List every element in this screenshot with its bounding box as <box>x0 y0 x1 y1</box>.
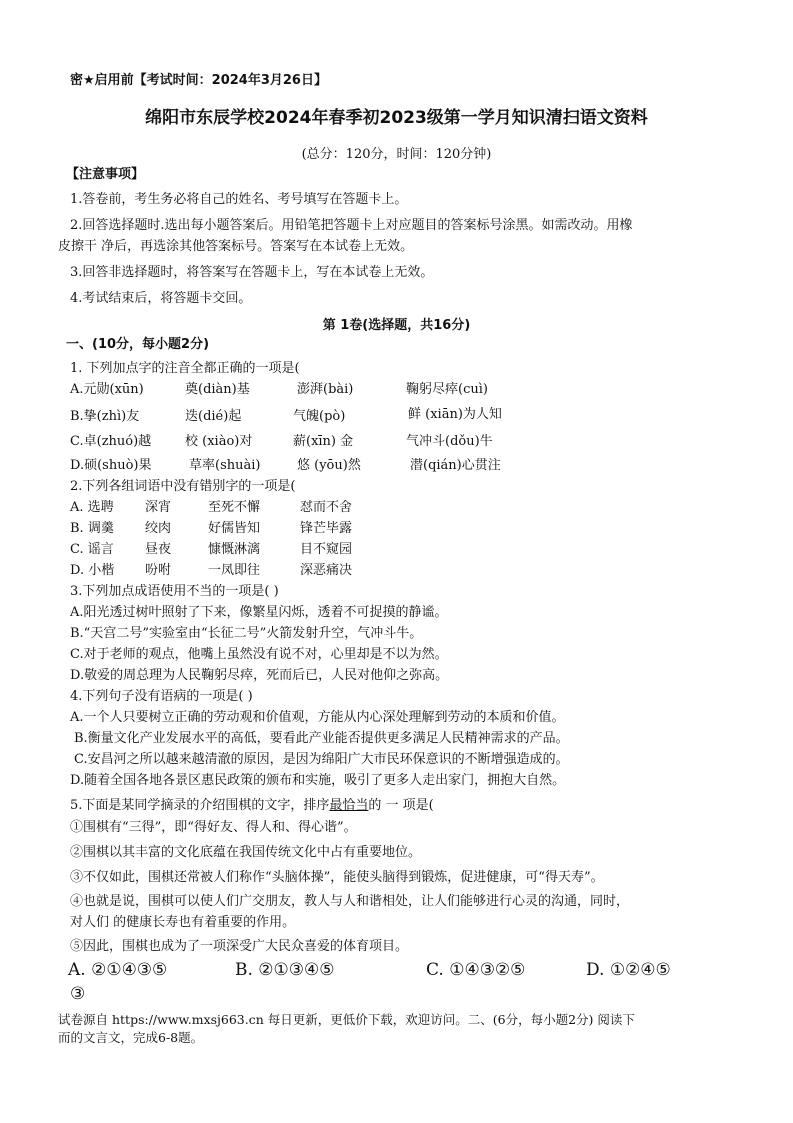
option-line: C.对于老师的观点，他嘴上虽然没有说不对，心里却是不以为然。 <box>70 647 448 662</box>
option-cell: 校 (xiào)对 <box>185 434 253 449</box>
note-item: 皮擦干 净后，再选涂其他答案标号。答案写在本试卷上无效。 <box>58 239 414 254</box>
stem-underlined: 最恰当 <box>329 798 369 813</box>
sentence-line: ⑤因此，围棋也成为了一项深受广大民众喜爱的体育项目。 <box>70 939 409 954</box>
question-stem: 2.下列各组词语中没有错别字的一项是( <box>70 479 296 494</box>
footer-continue-line: 而的文言文，完成6-8题。 <box>58 1030 204 1045</box>
answer-choice: C. ①④③②⑤ <box>426 960 526 980</box>
page-title: 绵阳市东辰学校2024年春季初2023级第一学月知识清扫语文资料 <box>145 108 648 128</box>
option-cell: D. 小楷 <box>70 563 115 578</box>
confidential-line: 密★启用前【考试时间：2024年3月26日】 <box>70 73 327 88</box>
answer-choice-wrap: ③ <box>70 984 86 1004</box>
sentence-line: ①围棋有“三得”，即“得好友、得人和、得心谐”。 <box>70 820 357 835</box>
note-item: 2.回答选择题时.选出每小题答案后。用铅笔把答题卡上对应题目的答案标号涂黑。如需改动。用橡 <box>70 218 633 233</box>
option-cell: 昼夜 <box>145 542 172 557</box>
part-heading: 一、(10分，每小题2分) <box>66 337 210 352</box>
option-cell: B. 调羹 <box>70 521 114 536</box>
option-cell: 鲜 (xiān)为人知 <box>408 407 502 422</box>
note-item: 4.考试结束后，将答题卡交回。 <box>70 291 252 306</box>
option-cell: 绞肉 <box>145 521 172 536</box>
option-line: B.“天宫二号”实验室由“长征二号”火箭发射升空，气冲斗牛。 <box>70 626 423 641</box>
option-cell: 怼而不舍 <box>300 500 353 515</box>
option-cell: C. 谣言 <box>70 542 114 557</box>
question-stem: 1. 下列加点字的注音全都正确的一项是( <box>70 361 300 376</box>
option-cell: 好儒皆知 <box>208 521 261 536</box>
option-cell: 奠(diàn)基 <box>185 382 250 397</box>
sentence-line: 对人们 的健康长寿也有着重要的作用。 <box>70 915 296 930</box>
option-cell: 薪(xīn) 金 <box>293 434 354 449</box>
sentence-line: ④也就是说，围棋可以使人们广交朋友，教人与人和谐相处，让人们能够进行心灵的沟通，同时， <box>70 894 630 909</box>
option-line: D.随着全国各地各景区惠民政策的颁布和实施，吸引了更多人走出家门，拥抱大自然。 <box>70 773 566 788</box>
option-cell: 澎湃(bài) <box>297 382 354 397</box>
sentence-line: ③不仅如此，围棋还常被人们称作“头脑体操”，能使头脑得到锻炼，促进健康，可“得天寿”。 <box>70 870 604 885</box>
stem-text: 5.下面是某同学摘录的介绍围棋的文字，排序 <box>70 798 330 813</box>
option-cell: 迭(dié)起 <box>185 409 242 424</box>
footer-source-line: 试卷源自 https://www.mxsj663.cn 每日更新，更低价下载，欢迎访问。二、(6分，每小题2分) 阅读下 <box>58 1012 635 1027</box>
option-line: A.一个人只要树立正确的劳动观和价值观，方能从内心深处理解到劳动的本质和价值。 <box>70 710 565 725</box>
option-cell: B.挚(zhì)友 <box>70 409 140 424</box>
question-stem: 4.下列句子没有语病的一项是( ) <box>70 689 253 704</box>
note-item: 1.答卷前，考生务必将自己的姓名、考号填写在答题卡上。 <box>70 192 408 207</box>
option-cell: 潜(qián)心贯注 <box>410 458 501 473</box>
option-line: B.衡量文化产业发展水平的高低，要看此产业能否提供更多满足人民精神需求的产品。 <box>74 731 569 746</box>
option-cell: 气魄(pò) <box>293 409 346 424</box>
exam-info: (总分：120分，时间：120分钟) <box>301 147 492 162</box>
option-cell: A.元勋(xūn) <box>70 382 144 397</box>
option-cell: 鞠躬尽瘁(cuì) <box>406 382 488 397</box>
stem-text: 的 一 项是( <box>368 798 434 813</box>
answer-choice: B. ②①③④⑤ <box>235 960 335 980</box>
sentence-line: ②围棋以其丰富的文化底蕴在我国传统文化中占有重要地位。 <box>70 845 422 860</box>
option-cell: 气冲斗(dǒu)牛 <box>406 434 493 449</box>
option-cell: 草率(shuài) <box>189 458 261 473</box>
option-line: C.安昌河之所以越来越清澈的原因，是因为绵阳广大市民环保意识的不断增强造成的。 <box>74 752 569 767</box>
option-line: D.敬爱的周总理为人民鞠躬尽瘁，死而后已，人民对他仰之弥高。 <box>70 668 449 683</box>
section-heading: 第 1卷(选择题，共16分) <box>322 318 471 333</box>
option-cell: D.硕(shuò)果 <box>70 458 152 473</box>
notes-heading: 【注意事项】 <box>66 167 145 182</box>
note-item: 3.回答非选择题时，将答案写在答题卡上，写在本试卷上无效。 <box>70 265 434 280</box>
answer-choice: D. ①②④⑤ <box>586 960 671 980</box>
option-cell: 悠 (yōu)然 <box>297 458 361 473</box>
option-cell: 深恶痛决 <box>300 563 353 578</box>
option-cell: A. 选聘 <box>70 500 114 515</box>
option-cell: 锋芒毕露 <box>300 521 353 536</box>
question-stem <box>70 797 434 815</box>
option-line: A.阳光透过树叶照射了下来，像繁星闪烁，透着不可捉摸的静谧。 <box>70 605 448 620</box>
question-stem: 3.下列加点成语使用不当的一项是( ) <box>70 584 279 599</box>
option-cell: 深宵 <box>145 500 172 515</box>
option-cell: 一凤即往 <box>208 563 261 578</box>
option-cell: 目不窥园 <box>300 542 353 557</box>
option-cell: 吩咐 <box>145 563 172 578</box>
answer-choice: A. ②①④③⑤ <box>68 960 168 980</box>
option-cell: 至死不懈 <box>208 500 261 515</box>
option-cell: 慷慨淋漓 <box>208 542 261 557</box>
option-cell: C.卓(zhuó)越 <box>70 434 152 449</box>
